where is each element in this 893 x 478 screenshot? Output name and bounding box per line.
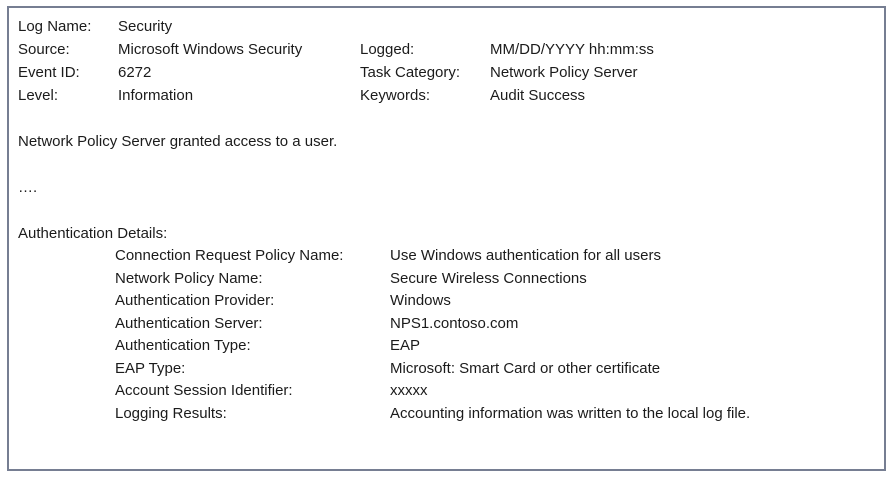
detail-row-account-session-identifier xyxy=(115,380,876,403)
field-label: Task Category: xyxy=(360,64,461,81)
detail-value: Secure Wireless Connections xyxy=(390,269,587,287)
blank-line xyxy=(18,153,876,176)
field-value: MM/DD/YYYY hh:mm:ss xyxy=(490,41,654,58)
field-label: Log Name: xyxy=(18,18,92,35)
detail-label: Authentication Server: xyxy=(115,314,263,332)
detail-row-eap-type xyxy=(115,358,876,381)
header-row-log-name xyxy=(18,15,876,38)
header-row-event-id xyxy=(18,61,876,84)
detail-value: xxxxx xyxy=(390,382,428,399)
detail-row-authentication-provider xyxy=(115,290,876,313)
field-value: 6272 xyxy=(118,64,152,81)
detail-label: EAP Type: xyxy=(115,359,186,377)
header-row-source xyxy=(18,38,876,61)
field-value xyxy=(490,15,876,38)
detail-label: Authentication Provider: xyxy=(115,292,275,309)
field-label: Event ID: xyxy=(18,64,80,81)
omitted-text-ellipsis: …. xyxy=(18,179,38,196)
blank-line xyxy=(18,199,876,222)
blank-line xyxy=(18,107,876,130)
field-label: Keywords: xyxy=(360,87,431,104)
detail-value: Use Windows authentication for all users xyxy=(390,247,661,264)
detail-row-connection-request-policy xyxy=(115,245,876,268)
detail-value: EAP xyxy=(390,337,421,354)
detail-row-network-policy-name xyxy=(115,268,876,291)
field-value: Microsoft Windows Security xyxy=(118,41,303,58)
detail-row-authentication-server xyxy=(115,313,876,336)
detail-value: Microsoft: Smart Card or other certificate xyxy=(390,359,661,377)
detail-label: Network Policy Name: xyxy=(115,269,263,287)
detail-value: NPS1.contoso.com xyxy=(390,314,519,332)
field-value: Audit Success xyxy=(490,87,586,104)
detail-label: Logging Results: xyxy=(115,404,227,422)
field-value: Information xyxy=(118,87,194,104)
detail-label: Account Session Identifier: xyxy=(115,382,293,399)
detail-label: Connection Request Policy Name: xyxy=(115,247,344,264)
detail-row-authentication-type xyxy=(115,335,876,358)
field-label: Logged: xyxy=(360,41,415,58)
detail-label: Authentication Type: xyxy=(115,337,251,354)
detail-value: Windows xyxy=(390,292,451,309)
field-value: Network Policy Server xyxy=(490,64,638,81)
field-label: Level: xyxy=(18,87,59,104)
event-log-text-box xyxy=(7,6,886,471)
field-label xyxy=(360,15,490,38)
section-title-authentication-details: Authentication Details: xyxy=(18,225,168,242)
field-value: Security xyxy=(118,18,173,35)
detail-row-logging-results xyxy=(115,403,876,426)
detail-value: Accounting information was written to the local log file. xyxy=(390,404,751,422)
field-label: Source: xyxy=(18,41,70,58)
header-row-level xyxy=(18,84,876,107)
event-description: Network Policy Server granted access to a user. xyxy=(18,133,338,150)
